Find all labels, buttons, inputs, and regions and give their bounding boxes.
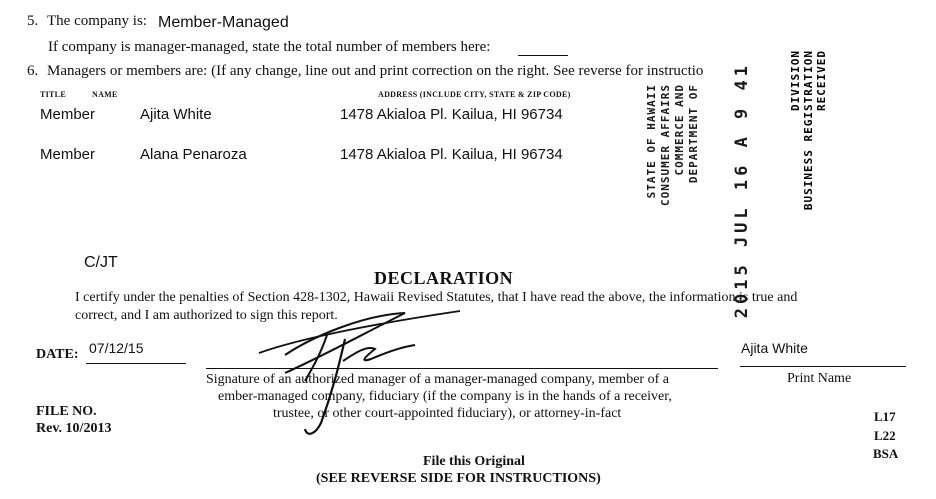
declaration-heading: DECLARATION [374, 268, 514, 288]
date-value: 07/12/15 [89, 340, 144, 356]
file-no-label: FILE NO. [36, 404, 97, 419]
revision-label: Rev. 10/2013 [36, 421, 112, 436]
stamp-division-line: DIVISION [789, 50, 802, 111]
print-name-line [740, 366, 906, 367]
item6-number: 6. [27, 63, 39, 79]
office-code: L17 [874, 409, 896, 424]
office-code: L22 [874, 428, 896, 443]
member-address: 1478 Akialoa Pl. Kailua, HI 96734 [340, 106, 563, 123]
handwritten-signature [255, 295, 495, 445]
stamp-date: 2015 JUL 16 A 9 41 [732, 62, 752, 319]
manager-count-blank [518, 55, 568, 56]
item6-label: Managers or members are: (If any change, line out and print correction on the right. See reverse for instructio [47, 63, 704, 79]
stamp-division-line: RECEIVED [815, 50, 828, 111]
item5-label: The company is: [47, 13, 147, 29]
instructions-label: (SEE REVERSE SIDE FOR INSTRUCTIONS) [316, 471, 601, 486]
handwritten-code: C/JT [84, 254, 118, 271]
file-original-label: File this Original [423, 454, 525, 469]
stamp-dept-line: DEPARTMENT OF [687, 84, 700, 184]
col-name-header: NAME [92, 90, 118, 99]
member-title: Member [40, 106, 96, 123]
company-type-value: Member-Managed [158, 14, 289, 31]
declaration-text-line: I certify under the penalties of Section 428-1302, Hawaii Revised Statutes, that I have read the above, the information is true and [75, 290, 798, 305]
col-address-header: ADDRESS (INCLUDE CITY, STATE & ZIP CODE) [378, 90, 571, 99]
declaration-text-line: correct, and I am authorized to sign this report. [75, 308, 338, 323]
print-name-label: Print Name [787, 371, 852, 386]
col-title-header: TITLE [40, 90, 66, 99]
item5-number: 5. [27, 13, 39, 29]
date-label: DATE: [36, 347, 79, 362]
stamp-dept-line: STATE OF HAWAII [645, 84, 658, 199]
stamp-dept-line: COMMERCE AND [673, 84, 686, 176]
stamp-division-line: BUSINESS REGISTRATION [802, 50, 815, 211]
stamp-dept-line: CONSUMER AFFAIRS [659, 84, 672, 206]
date-line [86, 363, 186, 364]
member-name: Alana Penaroza [140, 146, 247, 163]
signature-caption-line: ember-managed company, fiduciary (if the company is in the hands of a receiver, [218, 389, 672, 404]
print-name-value: Ajita White [741, 340, 808, 356]
member-address: 1478 Akialoa Pl. Kailua, HI 96734 [340, 146, 563, 163]
member-title: Member [40, 146, 96, 163]
signature-caption-line: trustee, or other court-appointed fiduciary), or attorney-in-fact [273, 406, 622, 421]
member-name: Ajita White [140, 106, 212, 123]
manager-count-label: If company is manager-managed, state the total number of members here: [48, 39, 491, 55]
signature-caption-line: Signature of an authorized manager of a manager-managed company, member of a [206, 372, 669, 387]
office-code: BSA [873, 446, 899, 461]
